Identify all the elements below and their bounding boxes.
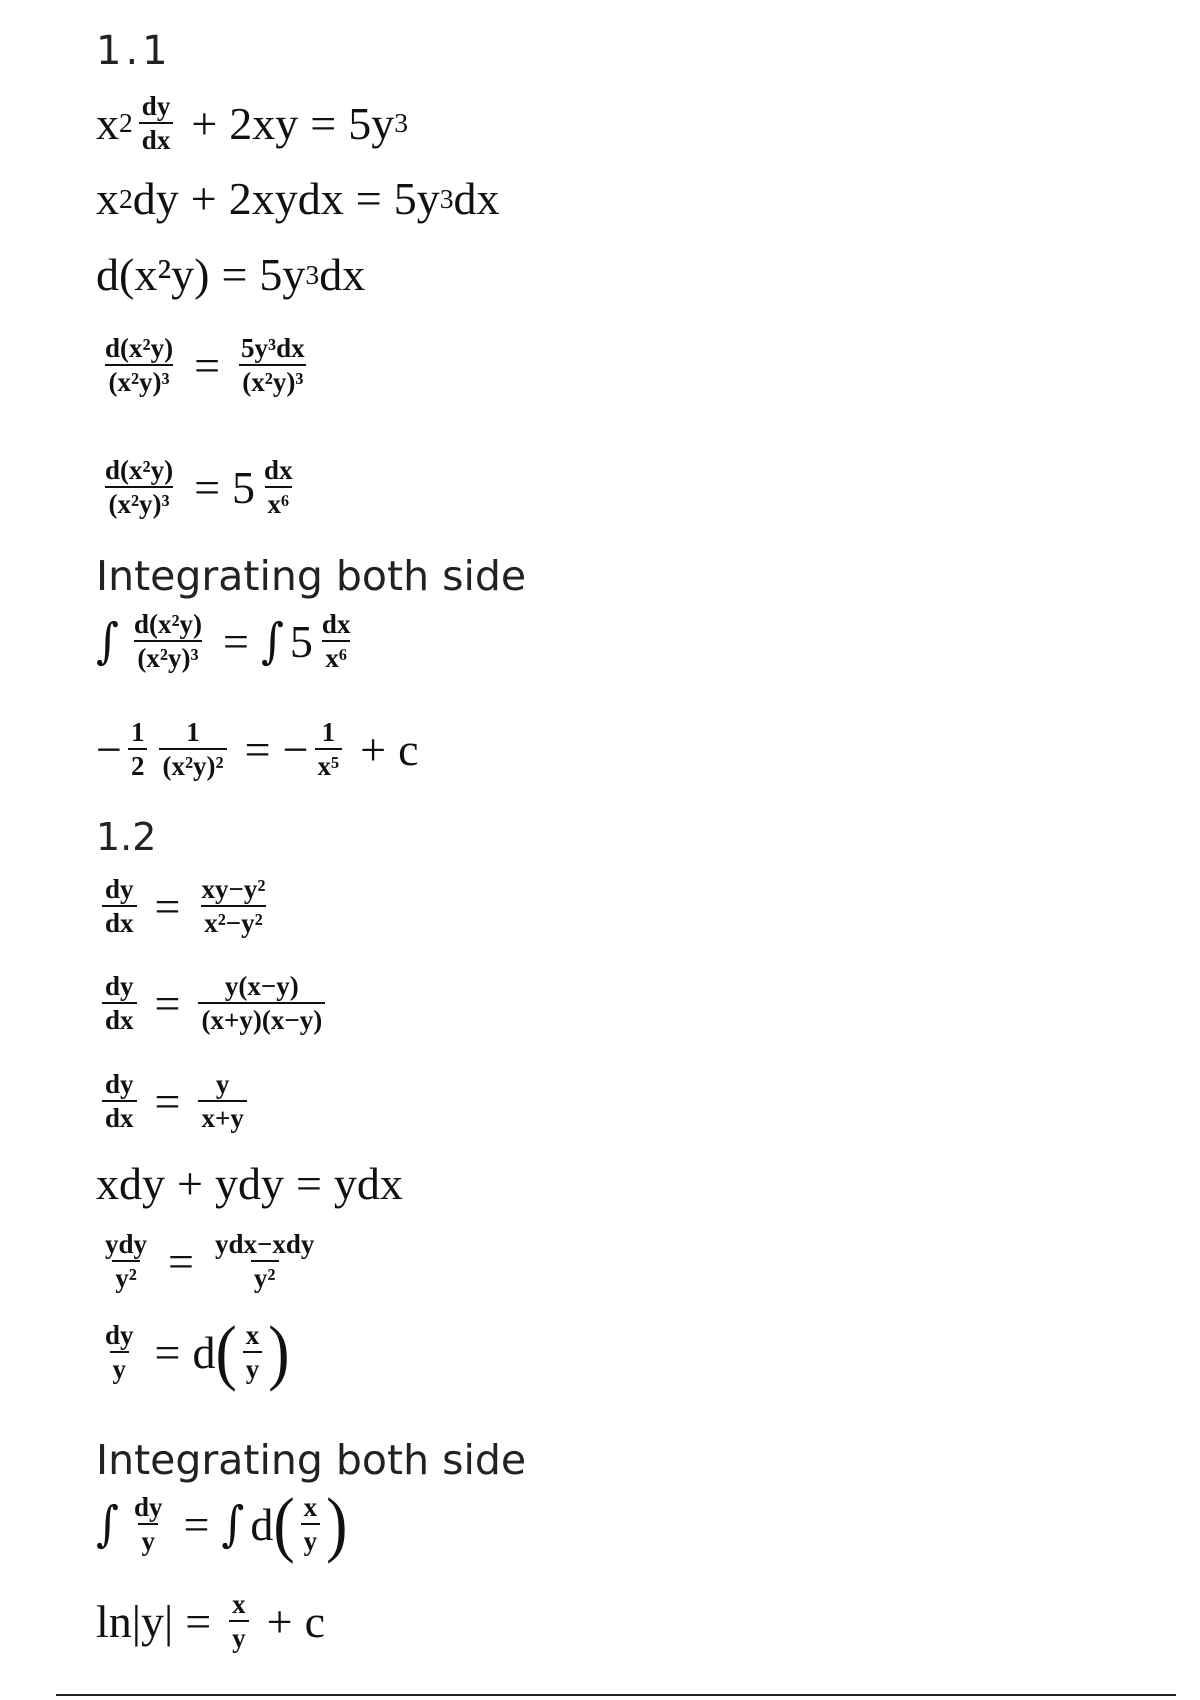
equation-1: x 2 $\frac{dy}{dx}$ + 2xy = 5y 3 [96, 91, 409, 156]
equation-6: ∫ $\frac{\text{d(x²y)}}{\text{(x²y)³}}$ = ∫ 5 $\frac{dx}{\text{x⁶}}$ [96, 609, 351, 674]
equation-15: ln |y| = $\frac{x}{y}$ + c [96, 1589, 326, 1654]
equation-14: ∫ $\frac{dy}{y}$ = ∫ d ( $\frac{x}{y}$ ) [96, 1482, 348, 1565]
equation-5: $\frac{\text{d(x²y)}}{\text{(x²y)³}}$ = 5 $\frac{dx}{\text{x⁶}}$ [105, 455, 293, 520]
equation-8: $\frac{dy}{dx}$ = $\frac{\text{xy−y²}}{\text{x²−y²}}$ [96, 875, 274, 938]
section-label-1-2: 1.2 [96, 815, 157, 859]
integrating-text-1: Integrating both side [96, 552, 527, 600]
equation-9: $\frac{dy}{dx}$ = $\frac{y(x-y)}{(x+y)(x-y)}$ [96, 972, 331, 1035]
bottom-divider [56, 1694, 1176, 1696]
equation-13: $\frac{dy}{y}$ = d ( $\frac{x}{y}$ ) [105, 1310, 290, 1393]
equation-7: − $\frac{1}{2}$ $\frac{1}{\text{(x²y)²}}$ = − $\frac{1}{\text{x⁵}}$ + c [96, 717, 419, 782]
equation-4: $\frac{\text{d(x²y)}}{\text{(x²y)³}}$ = $\frac{\text{5y³dx}}{\text{(x²y)³}}$ [105, 333, 305, 398]
fraction-dy-dx: $\frac{dy}{dx}$ [139, 92, 174, 155]
integrating-text-2: Integrating both side [96, 1436, 527, 1484]
equation-11: xdy + ydy = ydx [96, 1158, 403, 1209]
equation-10: $\frac{dy}{dx}$ = $\frac{y}{x+y}$ [96, 1070, 253, 1133]
equation-2: x 2 dy + 2xydx = 5y 3 dx [96, 173, 500, 224]
section-label-1-1: 1.1 [96, 28, 172, 74]
term: x [96, 97, 119, 149]
equation-3: d (x²y) = 5y 3 dx [96, 249, 366, 300]
equation-12: $\frac{\text{ydy}}{\text{y²}}$ = $\frac{\text{ydx−xdy}}{\text{y²}}$ [105, 1229, 315, 1294]
